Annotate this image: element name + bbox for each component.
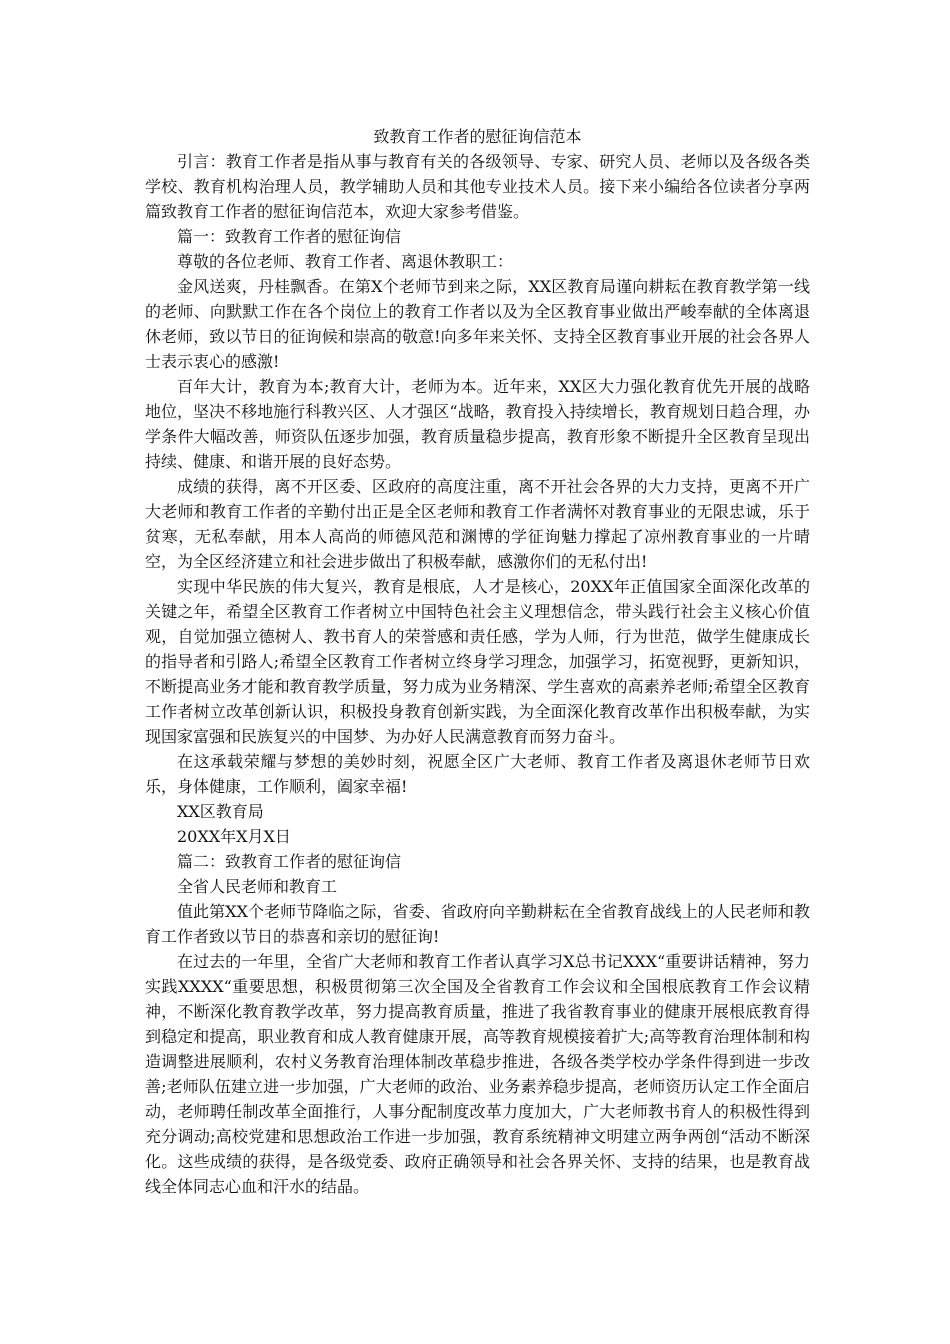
closing-paragraph: 在这承载荣耀与梦想的美妙时刻，祝愿全区广大老师、教育工作者及离退休老师节日欢乐，身体健康，工作顺利，阖家幸福! bbox=[145, 752, 810, 796]
body-paragraph: 实现中华民族的伟大复兴，教育是根底，人才是核心，20XX年正值国家全面深化改革的关键之年，希望全区教育工作者树立中国特色社会主义理想信念，带头践行社会主义核心价值观，自觉加强立德树人、教书育人的荣誉感和责任感，学为人师，行为世范，做学生健康成长的指导者和引路人;希望全区教育工作者树立终身学习理念，加强学习，拓宽视野，更新知识，不断提高业务才能和教育教学质量，努力成为业务精深、学生喜欢的高素养老师;希望全区教育工作者树立改革创新认识，积极投身教育创新实践，为全面深化教育改革作出积极奉献，为实现国家富强和民族复兴的中国梦、为办好人民满意教育而努力奋斗。 bbox=[145, 577, 810, 746]
body-paragraph: 在过去的一年里，全省广大老师和教育工作者认真学习X总书记XXX“重要讲话精神，努力实践XXXX“重要思想，积极贯彻第三次全国及全省教育工作会议和全国根底教育工作会议精神，不断深化教育教学改革，努力提高教育质量，推进了我省教育事业的健康开展根底教育得到稳定和提高，职业教育和成人教育健康开展，高等教育规模接着扩大;高等教育治理体制和构造调整进展顺利，农村义务教育治理体制改革稳步推进，各级各类学校办学条件得到进一步改善;老师队伍建立进一步加强，广大老师的政治、业务素养稳步提高，老师资历认定工作全面启动，老师聘任制改革全面推行，人事分配制度改革力度加大，广大老师教书育人的积极性得到充分调动;高校党建和思想政治工作进一步加强，教育系统精神文明建立两争两创“活动不断深化。这些成绩的获得，是各级党委、政府正确领导和社会各界关怀、支持的结果，也是教育战线全体同志心血和汗水的结晶。 bbox=[145, 952, 810, 1196]
section-heading-1: 篇一：致教育工作者的慰征询信 bbox=[177, 227, 402, 246]
body-paragraph: 值此第XX个老师节降临之际，省委、省政府向辛勤耕耘在全省教育战线上的人民老师和教育工作者致以节日的恭喜和亲切的慰征询! bbox=[145, 902, 810, 946]
date: 20XX年X月X日 bbox=[177, 827, 291, 846]
body-paragraph: 金风送爽，丹桂飘香。在第X个老师节到来之际，XX区教育局谨向耕耘在教育教学第一线的老师、向默默工作在各个岗位上的教育工作者以及为全区教育事业做出严峻奉献的全体离退休老师，致以节日的征询候和崇高的敬意!向多年来关怀、支持全区教育事业开展的社会各界人士表示衷心的感激! bbox=[145, 277, 810, 371]
salutation-2: 全省人民老师和教育工 bbox=[177, 877, 338, 896]
salutation-1: 尊敬的各位老师、教育工作者、离退休教职工： bbox=[177, 252, 514, 271]
document-body bbox=[145, 124, 810, 1199]
document-title: 致教育工作者的慰征询信范本 bbox=[373, 127, 582, 146]
signature: XX区教育局 bbox=[177, 802, 264, 821]
body-paragraph: 成绩的获得，离不开区委、区政府的高度注重，离不开社会各界的大力支持，更离不开广大老师和教育工作者的辛勤付出正是全区老师和教育工作者满怀对教育事业的无限忠诚，乐于贫寒，无私奉献，用本人高尚的师德风范和渊博的学征询魅力撑起了凉州教育事业的一片晴空，为全区经济建立和社会进步做出了积极奉献，感激你们的无私付出! bbox=[145, 477, 810, 571]
section-heading-2: 篇二：致教育工作者的慰征询信 bbox=[177, 852, 402, 871]
body-paragraph: 百年大计，教育为本;教育大计，老师为本。近年来，XX区大力强化教育优先开展的战略地位，坚决不移地施行科教兴区、人才强区“战略，教育投入持续增长，教育规划日趋合理，办学条件大幅改善，师资队伍逐步加强，教育质量稳步提高，教育形象不断提升全区教育呈现出持续、健康、和谐开展的良好态势。 bbox=[145, 377, 810, 471]
intro-paragraph: 引言：教育工作者是指从事与教育有关的各级领导、专家、研究人员、老师以及各级各类学校、教育机构治理人员，教学辅助人员和其他专业技术人员。接下来小编给各位读者分享两篇致教育工作者的慰征询信范本，欢迎大家参考借鉴。 bbox=[145, 152, 810, 221]
